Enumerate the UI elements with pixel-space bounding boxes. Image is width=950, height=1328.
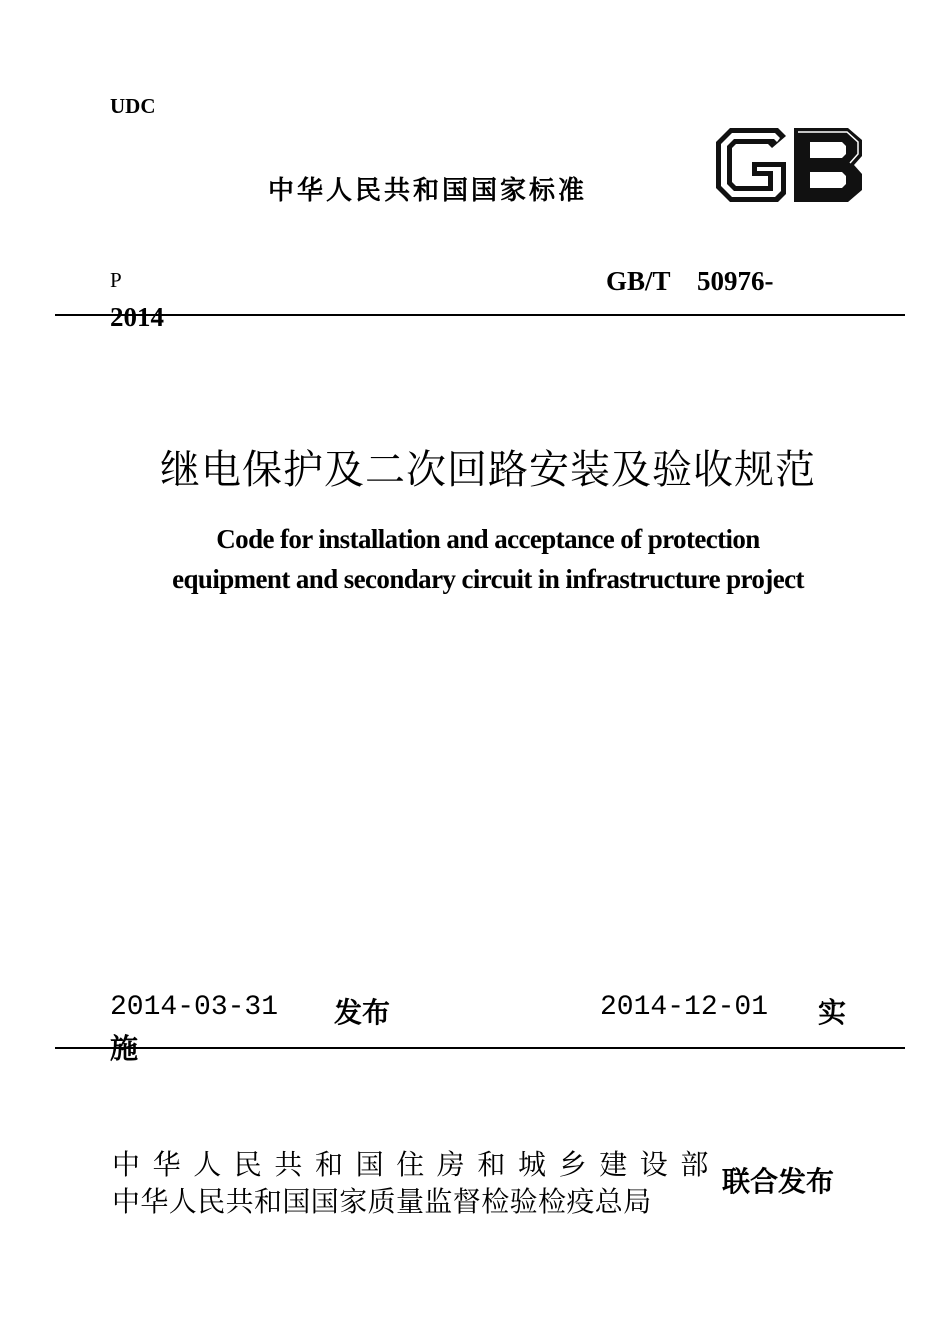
udc-label: UDC [110,94,156,118]
standard-year: 2014 [110,302,164,332]
national-standard-heading: 中华人民共和国国家标准 [268,176,588,206]
gb-logo [708,122,868,208]
classification-code: P [110,268,122,292]
publisher-aqsiq: 中华人民共和国国家质量监督检验检疫总局 [112,1185,652,1218]
issue-label: 发布 [334,996,391,1029]
standard-number: GB/T 50976- [606,266,774,296]
joint-publication-label: 联合发布 [722,1165,835,1198]
implementation-date: 2014-12-01 [600,992,769,1023]
issue-date: 2014-03-31 [110,992,279,1023]
bottom-divider [55,1047,905,1049]
implementation-label-part2: 施 [110,1032,139,1065]
top-divider [55,314,905,316]
implementation-label-part1: 实 [818,996,847,1029]
english-title-line-2: equipment and secondary circuit in infrastructure project [172,564,804,594]
english-title-line-1: Code for installation and acceptance of protection [216,524,760,554]
publisher-ministry-housing: 中华人民共和国住房和城乡建设部 [112,1148,722,1181]
chinese-title: 继电保护及二次回路安装及验收规范 [160,447,816,493]
